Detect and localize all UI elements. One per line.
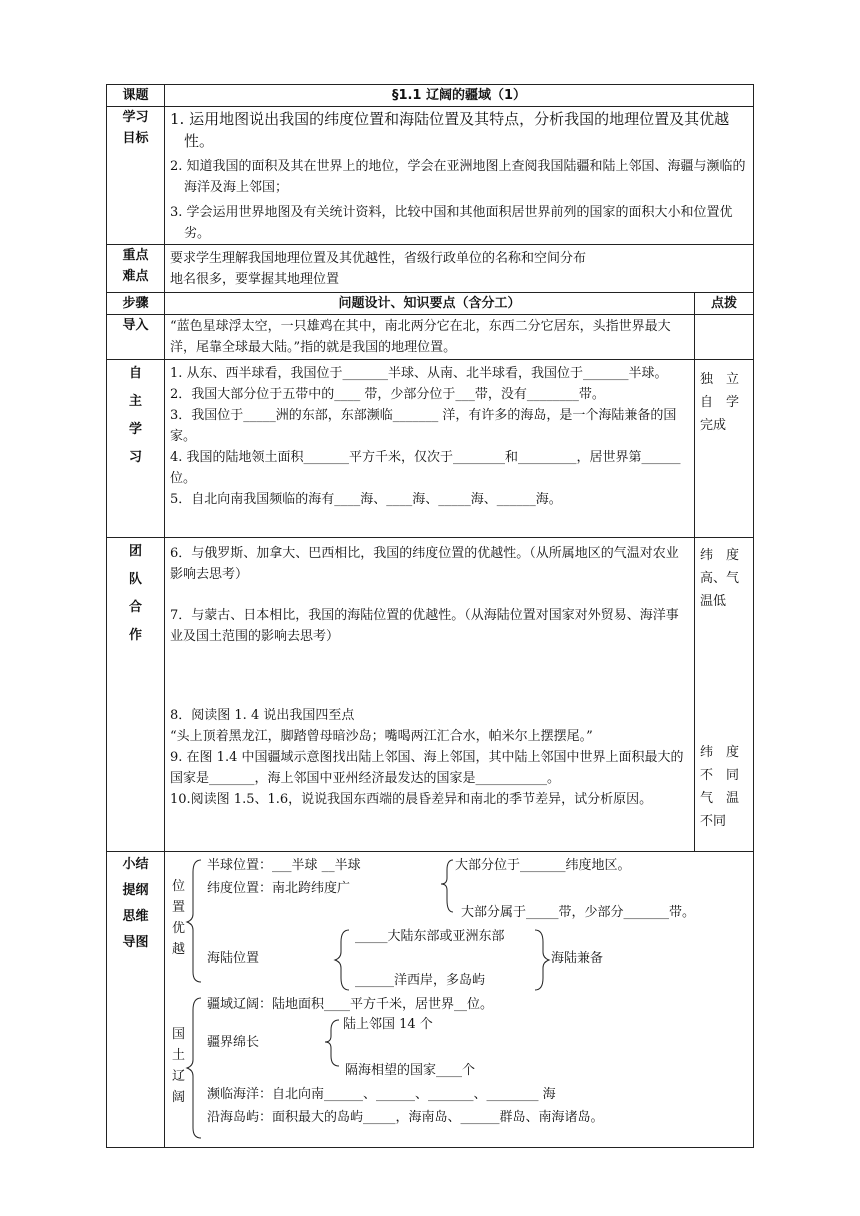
land-neighbors: 陆上邻国 14 个 xyxy=(343,1017,433,1032)
latitude-position: 纬度位置：南北跨纬度广 xyxy=(207,881,351,896)
objective-item: 1. 运用地图说出我国的纬度位置和海陆位置及其特点，分析我国的地理位置及其优越性。 xyxy=(170,110,730,150)
teamwork-item: 7．与蒙古、日本相比，我国的海陆位置的优越性。（从海陆位置对国家对外贸易、海洋事业及国土范围的影响去思考） xyxy=(170,608,679,644)
lesson-plan-table xyxy=(106,84,754,1148)
teamwork-row xyxy=(107,538,754,852)
steps-column-header: 步骤 xyxy=(107,293,165,315)
objective-item: 2. 知道我国的面积及其在世界上的地位，学会在亚洲地图上查阅我国陆疆和陆上邻国、海疆与濒临的海洋及海上邻国； xyxy=(170,159,746,195)
position-group-label: 位 置 优 越 xyxy=(172,879,186,957)
objectives-content xyxy=(165,107,754,245)
teamwork-label: 团 队 合 作 xyxy=(107,538,165,852)
self-study-content xyxy=(165,360,695,538)
teamwork-item: 9. 在图 1.4 中国疆域示意图找出陆上邻国、海上邻国，其中陆上邻国中世界上面积最大的国家是_______，海上邻国中亚州经济最发达的国家是___________。 xyxy=(170,750,684,786)
intro-text: “蓝色星球浮太空，一只雄鸡在其中，南北两分它在北，东西二分它居东，头指世界最大洋，尾靠全球最大陆。”指的就是我国的地理位置。 xyxy=(165,315,695,360)
border-length: 疆界绵长 xyxy=(207,1035,260,1050)
column-header-row xyxy=(107,293,754,315)
teamwork-item: 10.阅读图 1.5、1.6，说说我国东西端的晨昏差异和南北的季节差异，试分析原因。 xyxy=(170,792,653,807)
key-points-content xyxy=(165,245,754,293)
self-study-tip: 独 立 自 学 完成 xyxy=(695,360,754,538)
key-point-item: 要求学生理解我国地理位置及其优越性，省级行政单位的名称和空间分布 xyxy=(170,250,587,266)
territory-group-label: 国 土 辽 阔 xyxy=(172,1027,186,1105)
objectives-label: 学习 目标 xyxy=(107,107,165,245)
sea-land-both: 海陆兼备 xyxy=(551,951,604,966)
self-study-row xyxy=(107,360,754,538)
self-study-item: 1. 从东、西半球看，我国位于_______半球、从南、北半球看，我国位于_______半球。 xyxy=(170,366,668,381)
coastal-islands: 沿海岛屿：面积最大的岛屿_____，海南岛、______群岛、南海诸岛。 xyxy=(207,1110,604,1125)
continent-east: _____大陆东部或亚洲东部 xyxy=(355,929,505,944)
ocean-west: ______洋西岸，多岛屿 xyxy=(355,973,486,988)
topic-label: 课题 xyxy=(107,85,165,107)
self-study-item: 5．自北向南我国频临的海有____海、____海、_____海、______海。 xyxy=(170,492,562,507)
hemisphere-note: 大部分位于_______纬度地区。 xyxy=(455,858,631,873)
objectives-row xyxy=(107,107,754,245)
territory-area: 疆域辽阔：陆地面积____平方千米，居世界__位。 xyxy=(207,997,494,1012)
hemisphere-position: 半球位置：___半球 __半球 xyxy=(207,858,361,873)
tips-column-header: 点拨 xyxy=(695,293,754,315)
self-study-item: 2．我国大部分位于五带中的____ 带，少部分位于___带，没有________带。 xyxy=(170,387,605,402)
key-points-row xyxy=(107,245,754,293)
key-point-item: 地名很多，要掌握其地理位置 xyxy=(170,271,340,287)
header-row xyxy=(107,85,754,107)
mind-map xyxy=(165,852,754,1148)
teamwork-tip: 纬 度 高、气 温低 纬 度 不 同 气 温 不同 xyxy=(695,538,754,852)
teamwork-item: 8．阅读图 1. 4 说出我国四至点 xyxy=(170,708,355,723)
temperature-zones: 大部分属于_____带，少部分_______带。 xyxy=(461,905,696,920)
sea-land-position: 海陆位置 xyxy=(207,951,260,966)
intro-tip xyxy=(695,315,754,360)
page-title: §1.1 辽阔的疆域（1） xyxy=(165,85,754,107)
self-study-item: 3．我国位于_____洲的东部，东部濒临_______ 洋，有许多的海岛，是一个海陆兼备的国家。 xyxy=(170,408,677,444)
sea-neighbors: 隔海相望的国家____个 xyxy=(345,1063,476,1078)
summary-label: 小结 提纲 思维 导图 xyxy=(107,852,165,1148)
adjacent-seas: 濒临海洋：自北向南______、______、_______、________ 海 xyxy=(207,1087,556,1102)
intro-row xyxy=(107,315,754,360)
teamwork-item: “头上顶着黑龙江，脚踏曾母暗沙岛；嘴喝两江汇合水，帕米尔上摆摆尾。” xyxy=(170,729,593,744)
intro-label: 导入 xyxy=(107,315,165,360)
teamwork-item: 6．与俄罗斯、加拿大、巴西相比，我国的纬度位置的优越性。（从所属地区的气温对农业影响去思考） xyxy=(170,546,679,582)
self-study-item: 4. 我国的陆地领土面积_______平方千米，仅次于________和_________，居世界第______位。 xyxy=(170,450,681,486)
teamwork-content xyxy=(165,538,695,852)
content-column-header: 问题设计、知识要点（含分工） xyxy=(165,293,695,315)
key-points-label: 重点 难点 xyxy=(107,245,165,293)
summary-row xyxy=(107,852,754,1148)
self-study-label: 自 主 学 习 xyxy=(107,360,165,538)
objective-item: 3. 学会运用世界地图及有关统计资料，比较中国和其他面积居世界前列的国家的面积大小和位置优劣。 xyxy=(170,205,733,241)
